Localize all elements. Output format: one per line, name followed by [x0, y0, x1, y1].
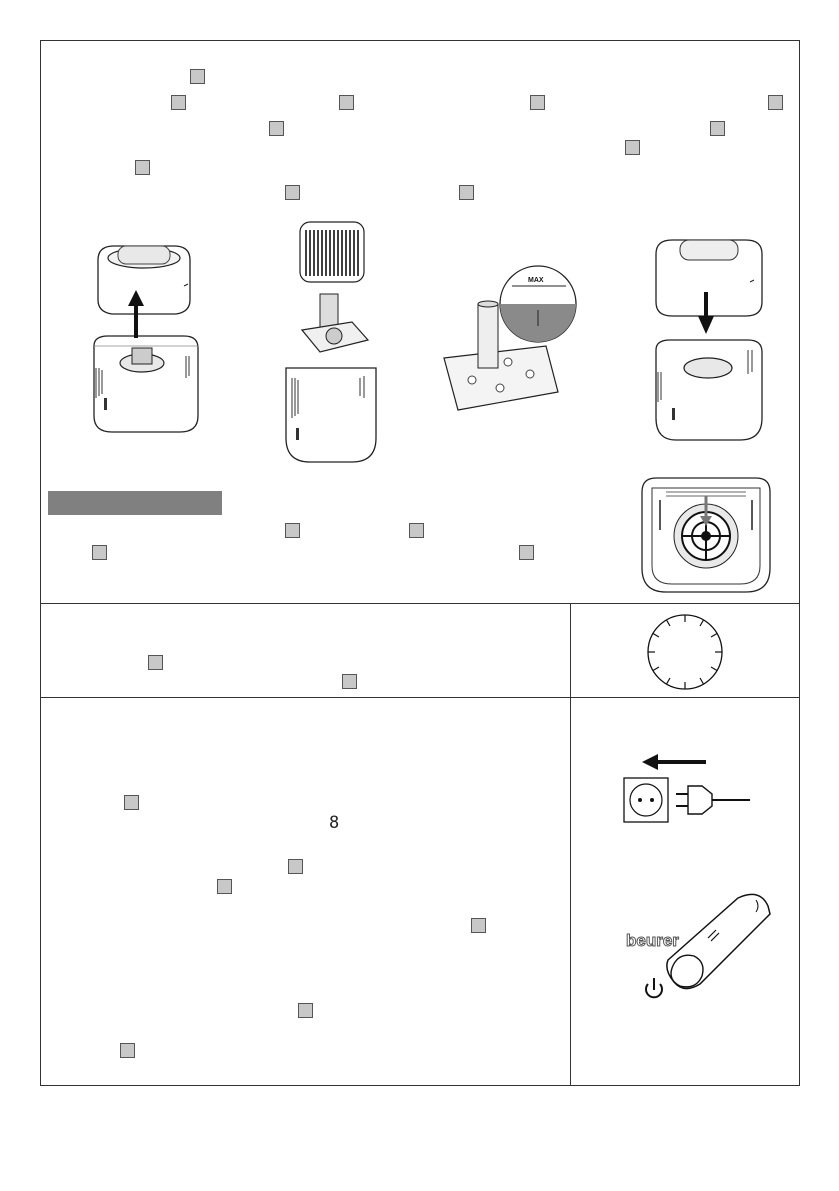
divider-middle-section: [40, 697, 800, 698]
marker-box: [285, 523, 300, 538]
marker-box: [135, 160, 150, 175]
humidifier-close-figure: [650, 232, 770, 446]
marker-box: [471, 918, 486, 933]
exploded-view-figure: [280, 218, 390, 468]
divider-column: [570, 603, 571, 1086]
marker-box: [710, 121, 725, 136]
marker-box: [148, 655, 163, 670]
power-icon: [646, 978, 662, 997]
marker-box: [92, 545, 107, 560]
marker-box: [530, 95, 545, 110]
divider-top-section: [40, 603, 800, 604]
marker-box: [171, 95, 186, 110]
display-digit-text: 8: [329, 813, 340, 833]
top-view-figure: [636, 470, 776, 598]
water-drop-icon: [567, 297, 573, 303]
marker-box: [190, 69, 205, 84]
marker-box: [768, 95, 783, 110]
max-label: MAX: [528, 277, 544, 284]
marker-box: [285, 185, 300, 200]
marker-box: [217, 879, 232, 894]
display-digit-symbol: [328, 812, 342, 832]
marker-box: [269, 121, 284, 136]
power-button-figure: [620, 890, 780, 1010]
down-arrow-icon: [698, 316, 714, 334]
marker-box: [342, 674, 357, 689]
marker-box: [409, 523, 424, 538]
section-heading-bar: [48, 491, 222, 515]
humidifier-open-figure: [90, 238, 200, 438]
marker-box: [519, 545, 534, 560]
marker-box: [124, 795, 139, 810]
fill-level-figure: [438, 262, 608, 442]
marker-box: [339, 95, 354, 110]
clock-icon: [642, 612, 728, 692]
plug-icon: [676, 786, 750, 814]
brand-logo: beurer: [626, 931, 679, 950]
marker-box: [459, 185, 474, 200]
unplug-figure: [620, 748, 760, 828]
marker-box: [625, 140, 640, 155]
marker-box: [120, 1043, 135, 1058]
marker-box: [298, 1003, 313, 1018]
marker-box: [288, 859, 303, 874]
